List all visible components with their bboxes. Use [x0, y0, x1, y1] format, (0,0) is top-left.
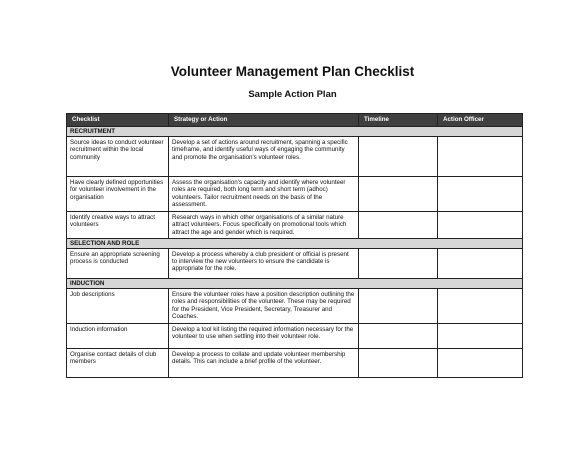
- section-label: INDUCTION: [67, 279, 523, 289]
- table-row: [67, 177, 523, 212]
- section-label: SELECTION AND ROLE: [67, 238, 523, 248]
- table-row: [67, 249, 523, 279]
- strategy-cell: Develop a process to collate and update volunteer membership details. This can include a brief profile of the volunteer.: [169, 349, 359, 378]
- checklist-cell: Identify creative ways to attract volunteers: [67, 212, 169, 239]
- checklist-cell: Ensure an appropriate screening process is conducted: [67, 249, 169, 279]
- table-row: [67, 137, 523, 177]
- section-row-recruitment: [67, 127, 523, 137]
- column-header-strategy: Strategy or Action: [169, 114, 359, 127]
- officer-cell: [438, 349, 523, 378]
- officer-cell: [438, 249, 523, 279]
- timeline-cell: [359, 324, 438, 349]
- action-plan-table: [66, 113, 523, 378]
- strategy-cell: Develop a process whereby a club president or official is present to interview the new volunteers to ensure the candidate is appropriate for the role.: [169, 249, 359, 279]
- section-row-selection-and-role: [67, 238, 523, 248]
- checklist-cell: Source ideas to conduct volunteer recruitment within the local community: [67, 137, 169, 177]
- officer-cell: [438, 137, 523, 177]
- timeline-cell: [359, 137, 438, 177]
- column-header-action-officer: Action Officer: [438, 114, 523, 127]
- table-row: [67, 289, 523, 324]
- timeline-cell: [359, 289, 438, 324]
- timeline-cell: [359, 349, 438, 378]
- officer-cell: [438, 289, 523, 324]
- document-title: Volunteer Management Plan Checklist: [170, 64, 415, 79]
- column-header-checklist: Checklist: [67, 114, 169, 127]
- section-row-induction: [67, 279, 523, 289]
- strategy-cell: Assess the organisation's capacity and identify where volunteer roles are required, both long term and short term (adhoc) volunteers. Tailor recruitment needs on the basis of the assessment.: [169, 177, 359, 212]
- strategy-cell: Research ways in which other organisations of a similar nature attract volunteers. Focus specifically on promotional tools which attract the age and gender which is required.: [169, 212, 359, 239]
- section-label: RECRUITMENT: [67, 127, 523, 137]
- timeline-cell: [359, 249, 438, 279]
- officer-cell: [438, 212, 523, 239]
- document-subtitle: Sample Action Plan: [248, 89, 337, 100]
- checklist-cell: Organise contact details of club members: [67, 349, 169, 378]
- table-row: [67, 324, 523, 349]
- strategy-cell: Develop a tool kit listing the required information necessary for the volunteer to use when settling into their volunteer role.: [169, 324, 359, 349]
- timeline-cell: [359, 212, 438, 239]
- officer-cell: [438, 324, 523, 349]
- checklist-cell: Have clearly defined opportunities for volunteer involvement in the organisation: [67, 177, 169, 212]
- table-row: [67, 349, 523, 378]
- checklist-cell: Induction information: [67, 324, 169, 349]
- checklist-cell: Job descriptions: [67, 289, 169, 324]
- table-header-row: [67, 114, 523, 127]
- table-row: [67, 212, 523, 239]
- officer-cell: [438, 177, 523, 212]
- timeline-cell: [359, 177, 438, 212]
- strategy-cell: Ensure the volunteer roles have a position description outlining the roles and responsibilities of the volunteer. These may be required for the President, Vice President, Secretary, Treasurer and Coaches.: [169, 289, 359, 324]
- column-header-timeline: Timeline: [359, 114, 438, 127]
- strategy-cell: Develop a set of actions around recruitment, spanning a specific timeframe, and identify useful ways of engaging the community and promote the organisation's volunteer roles.: [169, 137, 359, 177]
